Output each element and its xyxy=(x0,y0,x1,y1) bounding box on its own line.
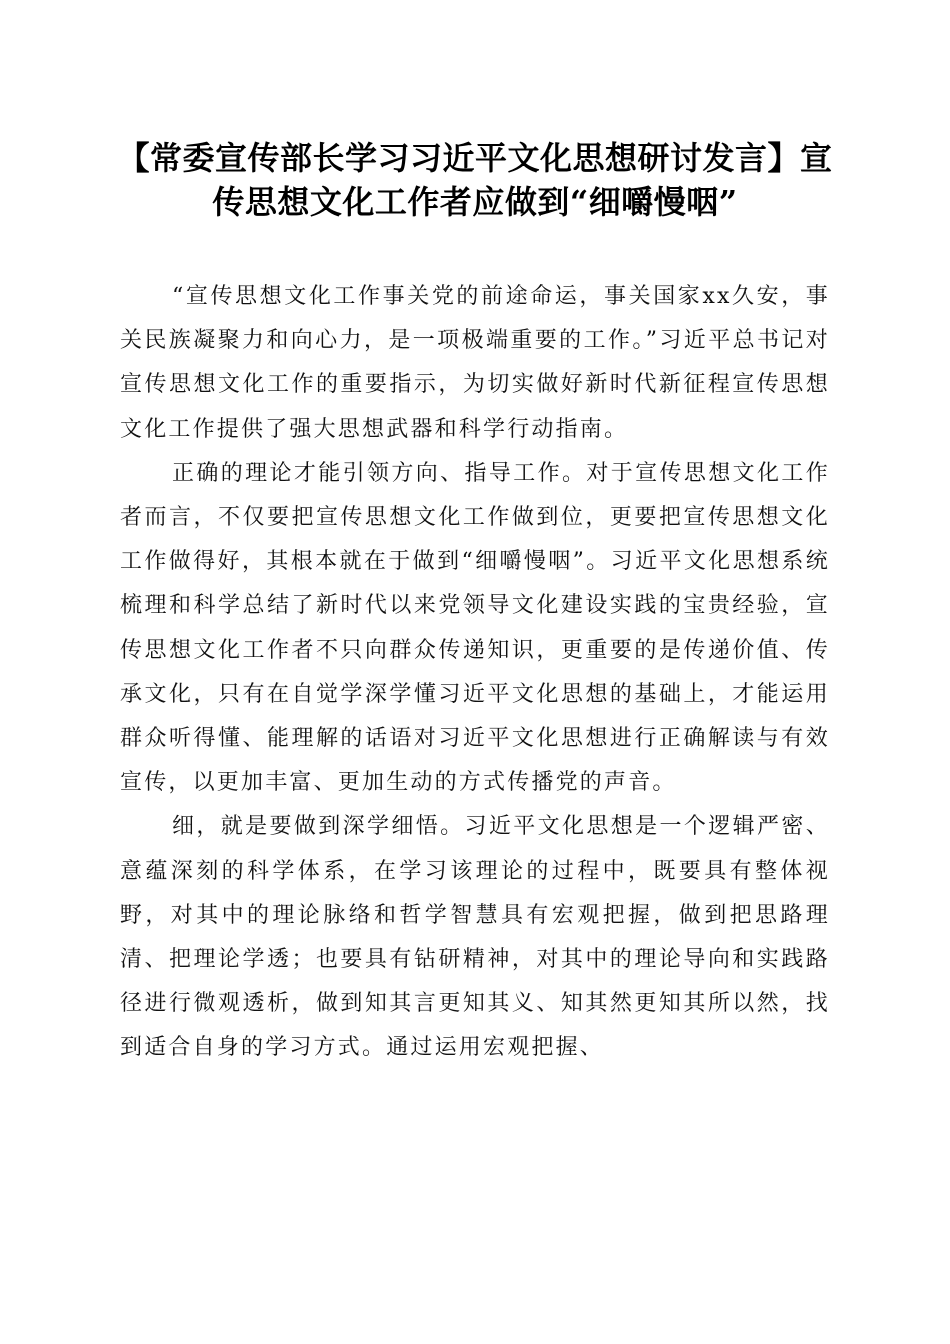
paragraph-2: 正确的理论才能引领方向、指导工作。对于宣传思想文化工作者而言，不仅要把宣传思想文化工作做到位，更要把宣传思想文化工作做得好，其根本就在于做到“细嚼慢咽”。习近平文化思想系统梳理和科学总结了新时代以来党领导文化建设实践的宝贵经验，宣传思想文化工作者不只向群众传递知识，更重要的是传递价值、传承文化，只有在自觉学深学懂习近平文化思想的基础上，才能运用群众听得懂、能理解的话语对习近平文化思想进行正确解读与有效宣传，以更加丰富、更加生动的方式传播党的声音。 xyxy=(120,460,830,796)
document-title: 【常委宣传部长学习习近平文化思想研讨发言】宣传思想文化工作者应做到“细嚼慢咽” xyxy=(117,139,833,221)
paragraph-3: 细，就是要做到深学细悟。习近平文化思想是一个逻辑严密、意蕴深刻的科学体系，在学习该理论的过程中，既要具有整体视野，对其中的理论脉络和哲学智慧具有宏观把握，做到把思路理清、把理论学透；也要具有钻研精神，对其中的理论导向和实践路径进行微观透析，做到知其言更知其义、知其然更知其所以然，找到适合自身的学习方式。通过运用宏观把握、 xyxy=(120,814,830,1061)
paragraph-1: “宣传思想文化工作事关党的前途命运，事关国家xx久安，事关民族凝聚力和向心力，是一项极端重要的工作。”习近平总书记对宣传思想文化工作的重要指示，为切实做好新时代新征程宣传思想文化工作提供了强大思想武器和科学行动指南。 xyxy=(120,284,830,442)
document-body xyxy=(120,275,830,1071)
